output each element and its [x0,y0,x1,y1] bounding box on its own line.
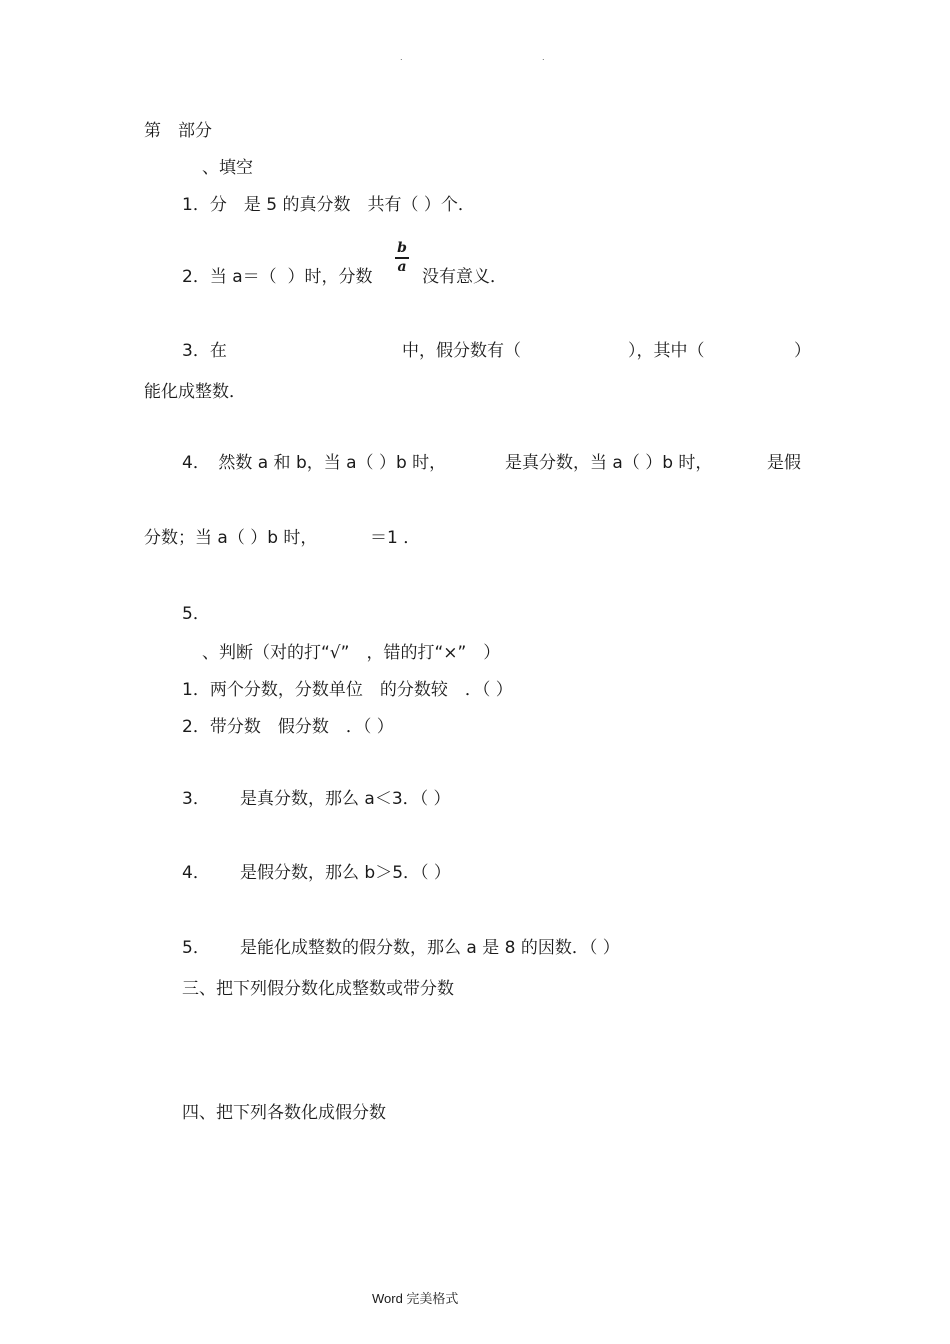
fill-q4-continuation-a: 分数；当 a（ ）b 时， [144,528,318,548]
judge-q1: 1．两个分数，分数单位 的分数较 ．（ ） [182,680,513,700]
fill-q4-text-c: 是假 [767,453,801,473]
fill-q2-text-a: 2．当 a＝（ ）时，分数 [182,267,373,287]
judge-q5: 是能化成整数的假分数，那么 a 是 8 的因数．（ ） [240,938,620,958]
judge-q4-number: 4． [182,863,210,883]
fill-q3-text-a: 3．在 [182,341,227,361]
part1-heading: 、填空 [202,158,253,178]
judge-q3: 是真分数，那么 a＜3．（ ） [240,789,451,809]
fill-q3-text-c: ），其中（ [628,341,705,361]
footer-label: Word 完美格式 [372,1291,459,1306]
section-title: 第 部分 [144,121,212,141]
fraction-numerator: b [397,240,407,256]
fill-q4-text-b: 是真分数，当 a（ ）b 时， [505,453,713,473]
fill-q5: 5． [182,604,210,624]
fill-q4-continuation-b: ＝1 ． [370,528,421,548]
part2-heading: 、判断（对的打“√” ，错的打“×” ） [202,643,501,663]
fill-q1: 1．分 是 5 的真分数 共有（ ）个． [182,195,475,215]
fill-q2-text-b: 没有意义． [422,267,507,287]
fill-q3-text-b: 中，假分数有（ [402,341,521,361]
fraction-denominator: a [397,258,407,275]
fill-q3-text-d: ） [794,341,811,361]
part4-heading: 四、把下列各数化成假分数 [182,1103,386,1123]
header-dot-left: . [400,53,403,62]
fill-q4-text-a: 4． 然数 a 和 b，当 a（ ）b 时， [182,453,447,473]
judge-q3-number: 3． [182,789,210,809]
judge-q2: 2．带分数 假分数 ．（ ） [182,717,394,737]
header-dot-right: . [542,53,545,62]
part3-heading: 三、把下列假分数化成整数或带分数 [182,979,454,999]
fill-q3-continuation: 能化成整数． [144,382,246,402]
judge-q4: 是假分数，那么 b＞5．（ ） [240,863,451,883]
judge-q5-number: 5． [182,938,210,958]
fraction-b-over-a [395,240,409,274]
